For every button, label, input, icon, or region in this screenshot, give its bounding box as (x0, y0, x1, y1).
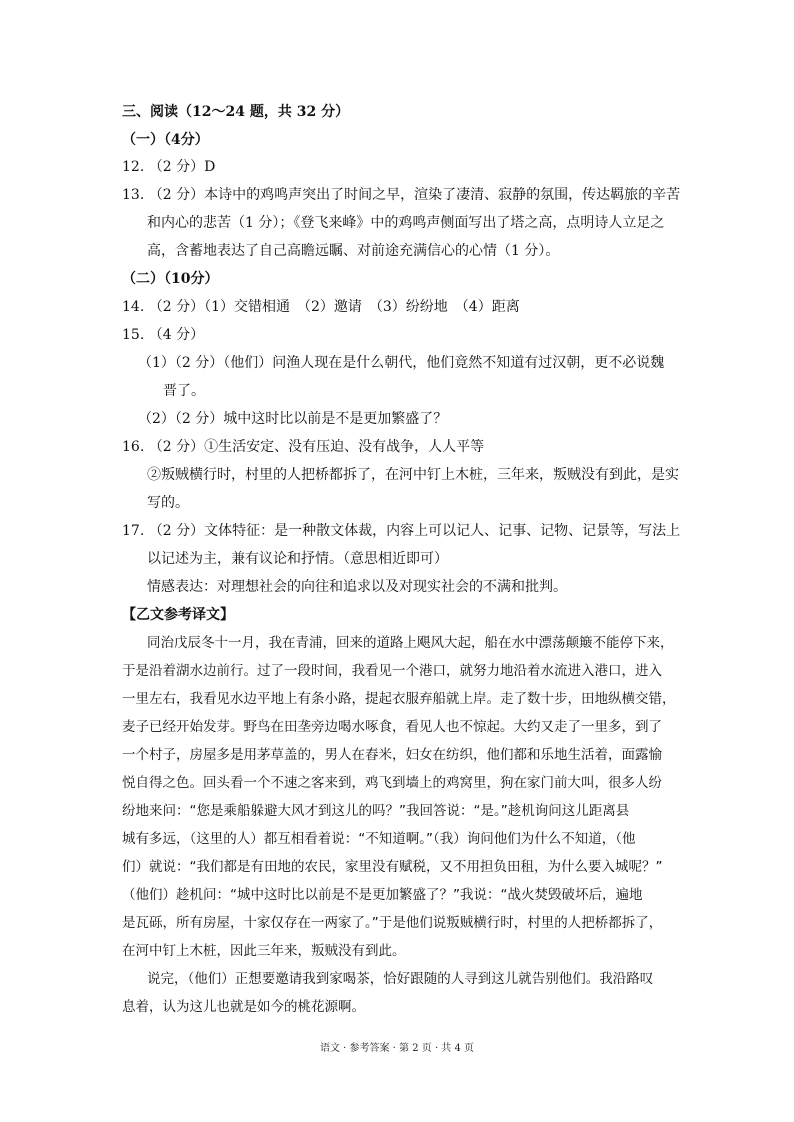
answer-13-line-1: 13. （2 分）本诗中的鸡鸣声突出了时间之早，渲染了凄清、寂静的氛围，传达羁旅的辛苦 (122, 187, 681, 203)
translation-line: 纷地来问：“您是乘船躲避大风才到这儿的吗？”我回答说：“是。”趁机询问这儿距离县 (122, 803, 630, 819)
answer-15-2: （2）（2 分）城中这时比以前是不是更加繁盛了？ (138, 411, 448, 427)
answer-17-line-1: 17. （2 分）文体特征：是一种散文体裁，内容上可以记人、记事、记物、记景等，写法上 (122, 523, 681, 539)
translation-line: 在河中钉上木桩，因此三年来，叛贼没有到此。 (122, 943, 406, 959)
translation-line: 是瓦砾，所有房屋，十家仅存在一两家了。”于是他们说叛贼横行时，村里的人把桥都拆了， (122, 915, 663, 931)
page-footer: 语文 · 参考答案 · 第 2 页 · 共 4 页 (319, 1043, 475, 1054)
translation-heading: 【乙文参考译文】 (122, 607, 234, 623)
answer-15-1-line-1: （1）（2 分）（他们）问渔人现在是什么朝代，他们竟然不知道有过汉朝，更不必说魏 (138, 355, 665, 371)
answer-16-line-3: 写的。 (147, 495, 189, 511)
translation-line: 一里左右，我看见水边平地上有条小路，提起衣服弃船就上岸。走了数十步，田地纵横交错， (122, 691, 676, 707)
answer-17-line-3: 情感表达：对理想社会的向往和追求以及对现实社会的不满和批判。 (147, 579, 567, 595)
answer-12: 12. （2 分）D (122, 159, 216, 175)
section-title: 三、阅读（12～24 题，共 32 分） (122, 104, 350, 120)
answer-13-line-3: 高，含蓄地表达了自己高瞻远瞩、对前途充满信心的心情（1 分）。 (147, 243, 560, 259)
answer-17-line-2: 以记述为主，兼有议论和抒情。（意思相近即可） (147, 551, 448, 567)
translation-line: （他们）趁机问：“城中这时比以前是不是更加繁盛了？”我说：“战火焚毁破坏后，遍地 (122, 887, 643, 903)
translation-line: 于是沿着湖水边前行。过了一段时间，我看见一个港口，就努力地沿着水流进入港口，进入 (122, 663, 662, 679)
translation-line: 同治戊辰冬十一月，我在青浦，回来的道路上飓风大起，船在水中漂荡颠簸不能停下来， (147, 635, 674, 651)
translation-line: 麦子已经开始发芽。野鸟在田垄旁边喝水啄食，看见人也不惊起。大约又走了一里多，到了 (122, 719, 662, 735)
answer-14: 14. （2 分）（1）交错相通 （2）邀请 （3）纷纷地 （4）距离 (122, 299, 520, 315)
answer-16-line-1: 16. （2 分）①生活安定、没有压迫、没有战争，人人平等 (122, 439, 485, 455)
answer-15: 15. （4 分） (122, 327, 205, 343)
translation-line: 息着，认为这儿也就是如今的桃花源啊。 (122, 999, 365, 1015)
part2-heading: （二）（10分） (122, 271, 219, 287)
translation-line: 们）就说：“我们都是有田地的农民，家里没有赋税，又不用担负田租，为什么要入城呢？” (122, 859, 663, 875)
translation-line: 一个村子，房屋多是用茅草盖的，男人在舂米，妇女在纺织，他们都和乐地生活着，面露愉 (122, 747, 662, 763)
answer-16-line-2: ②叛贼横行时，村里的人把桥都拆了，在河中钉上木桩，三年来，叛贼没有到此，是实 (147, 467, 679, 483)
translation-line: 说完，（他们）正想要邀请我到家喝茶，恰好跟随的人寻到这儿就告别他们。我沿路叹 (147, 971, 654, 987)
answer-15-1-line-2: 晋了。 (163, 383, 205, 399)
part1-heading: （一）（4分） (122, 132, 209, 148)
translation-line: 悦自得之色。回头看一个不速之客来到，鸡飞到墙上的鸡窝里，狗在家门前大叫，很多人纷 (122, 775, 662, 791)
answer-13-line-2: 和内心的悲苦（1 分）；《登飞来峰》中的鸡鸣声侧面写出了塔之高，点明诗人立足之 (147, 215, 665, 231)
translation-line: 城有多远，（这里的人）都互相看着说：“不知道啊。”（我）询问他们为什么不知道，（他 (122, 831, 636, 847)
